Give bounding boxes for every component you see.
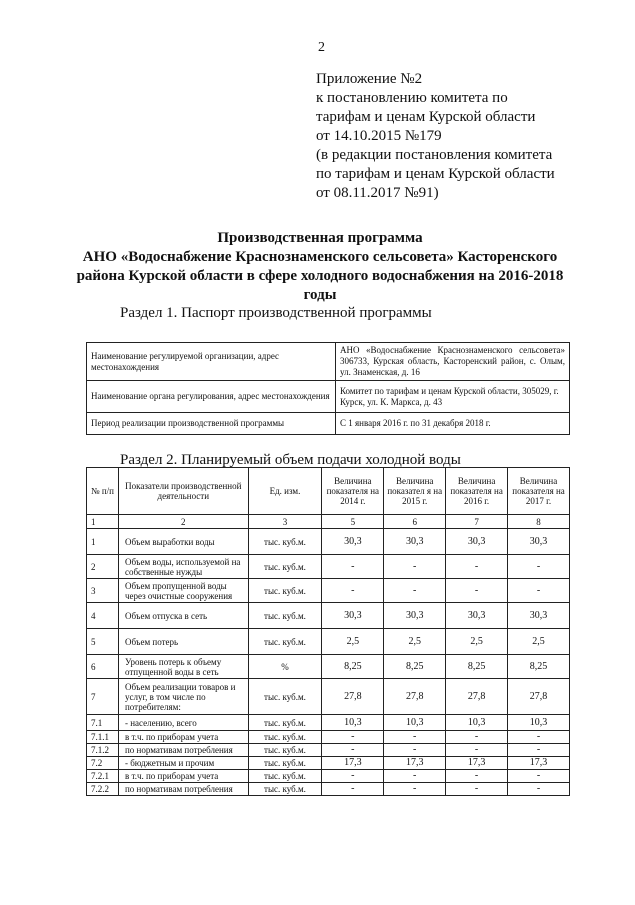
appendix-line: (в редакции постановления комитета [316,147,553,163]
column-number: 7 [446,515,508,529]
column-number-row [87,515,570,529]
page-number: 2 [318,40,325,55]
unit-cell: тыс. куб.м. [248,770,322,783]
passport-label: Период реализации производственной программы [87,413,336,435]
column-number: 6 [384,515,446,529]
passport-label: Наименование регулируемой организации, адрес местонахождения [87,343,336,381]
unit-cell: % [248,655,322,679]
value-cell: - [446,770,508,783]
indicator-name: Объем воды, используемой на собственные нужды [118,555,248,579]
column-header: № п/п [87,468,119,515]
table-row [87,744,570,757]
row-number: 7.2 [87,757,119,770]
row-number: 4 [87,603,119,629]
row-number: 7 [87,679,119,715]
table-row [87,381,570,413]
value-cell: 27,8 [322,679,384,715]
section1-heading: Раздел 1. Паспорт производственной программы [120,305,432,321]
row-number: 7.1 [87,715,119,731]
row-number: 3 [87,579,119,603]
value-cell: 17,3 [384,757,446,770]
value-cell: - [508,731,570,744]
indicator-name: - бюджетным и прочим [118,757,248,770]
value-cell: 2,5 [508,629,570,655]
appendix-line: тарифам и ценам Курской области [316,109,536,125]
value-cell: - [508,579,570,603]
indicator-name: в т.ч. по приборам учета [118,731,248,744]
indicator-name: по нормативам потребления [118,783,248,796]
indicator-name: по нормативам потребления [118,744,248,757]
value-cell: 30,3 [446,529,508,555]
table-row [87,731,570,744]
value-cell: - [446,783,508,796]
section2-heading: Раздел 2. Планируемый объем подачи холодной воды [120,452,461,468]
row-number: 7.1.1 [87,731,119,744]
column-number: 1 [87,515,119,529]
table-row [87,757,570,770]
indicator-name: Объем потерь [118,629,248,655]
column-header: Величина показателя на 2016 г. [446,468,508,515]
appendix-block [316,70,616,203]
column-number: 3 [248,515,322,529]
passport-table [86,342,570,435]
unit-cell: тыс. куб.м. [248,715,322,731]
column-header: Ед. изм. [248,468,322,515]
column-number: 8 [508,515,570,529]
value-cell: - [384,770,446,783]
table-row [87,715,570,731]
table-row [87,603,570,629]
value-cell: - [322,770,384,783]
value-cell: 27,8 [384,679,446,715]
value-cell: 27,8 [508,679,570,715]
indicator-name: Уровень потерь к объему отпущенной воды в сеть [118,655,248,679]
appendix-line: от 08.11.2017 №91) [316,185,439,201]
column-header: Величина показател я на 2015 г. [384,468,446,515]
indicator-name: Объем пропущенной воды через очистные сооружения [118,579,248,603]
value-cell: - [384,783,446,796]
value-cell: 30,3 [508,529,570,555]
value-cell: - [508,783,570,796]
value-cell: 30,3 [322,603,384,629]
appendix-line: по тарифам и ценам Курской области [316,166,555,182]
passport-label: Наименование органа регулирования, адрес местонахождения [87,381,336,413]
value-cell: - [322,744,384,757]
table-row [87,529,570,555]
unit-cell: тыс. куб.м. [248,529,322,555]
value-cell: - [446,555,508,579]
row-number: 5 [87,629,119,655]
table-row [87,413,570,435]
value-cell: - [508,744,570,757]
passport-value: С 1 января 2016 г. по 31 декабря 2018 г. [336,413,570,435]
row-number: 7.2.1 [87,770,119,783]
indicator-name: Объем выработки воды [118,529,248,555]
value-cell: - [322,579,384,603]
value-cell: - [322,783,384,796]
passport-value: Комитет по тарифам и ценам Курской области, 305029, г. Курск, ул. К. Маркса, д. 43 [336,381,570,413]
table-row [87,679,570,715]
column-header: Величина показателя на 2017 г. [508,468,570,515]
value-cell: 17,3 [322,757,384,770]
value-cell: 30,3 [384,603,446,629]
value-cell: - [322,731,384,744]
value-cell: 27,8 [446,679,508,715]
row-number: 7.2.2 [87,783,119,796]
value-cell: 8,25 [384,655,446,679]
table-row [87,770,570,783]
volume-table [86,467,570,796]
value-cell: 17,3 [508,757,570,770]
table-row [87,655,570,679]
title-line-2: АНО «Водоснабжение Краснознаменского сельсовета» Касторенского района Курской области в сфере холодного водоснабжения на 2016-2018 годы [76,249,564,303]
value-cell: - [384,555,446,579]
value-cell: 8,25 [446,655,508,679]
value-cell: - [384,744,446,757]
unit-cell: тыс. куб.м. [248,629,322,655]
unit-cell: тыс. куб.м. [248,757,322,770]
indicator-name: Объем реализации товаров и услуг, в том числе по потребителям: [118,679,248,715]
title-line-1: Производственная программа [217,230,423,246]
unit-cell: тыс. куб.м. [248,603,322,629]
table-row [87,783,570,796]
row-number: 6 [87,655,119,679]
value-cell: - [384,579,446,603]
appendix-line: от 14.10.2015 №179 [316,128,442,144]
value-cell: 30,3 [508,603,570,629]
value-cell: - [384,731,446,744]
unit-cell: тыс. куб.м. [248,555,322,579]
value-cell: 8,25 [508,655,570,679]
value-cell: 10,3 [322,715,384,731]
table-row [87,343,570,381]
column-header: Показатели производственной деятельности [118,468,248,515]
unit-cell: тыс. куб.м. [248,679,322,715]
row-number: 1 [87,529,119,555]
value-cell: 30,3 [322,529,384,555]
value-cell: 17,3 [446,757,508,770]
column-number: 2 [118,515,248,529]
volume-table-body [87,529,570,796]
table-row [87,629,570,655]
indicator-name: Объем отпуска в сеть [118,603,248,629]
table-header-row [87,468,570,515]
appendix-line: Приложение №2 [316,71,423,87]
value-cell: - [508,555,570,579]
column-header: Величина показателя на 2014 г. [322,468,384,515]
appendix-line: к постановлению комитета по [316,90,508,106]
table-row [87,579,570,603]
value-cell: 30,3 [384,529,446,555]
document-title [70,229,570,305]
value-cell: - [446,744,508,757]
unit-cell: тыс. куб.м. [248,744,322,757]
value-cell: 2,5 [446,629,508,655]
value-cell: 8,25 [322,655,384,679]
unit-cell: тыс. куб.м. [248,579,322,603]
value-cell: - [322,555,384,579]
value-cell: 2,5 [322,629,384,655]
value-cell: 10,3 [508,715,570,731]
table-row [87,555,570,579]
value-cell: 30,3 [446,603,508,629]
value-cell: - [508,770,570,783]
indicator-name: в т.ч. по приборам учета [118,770,248,783]
value-cell: 10,3 [446,715,508,731]
value-cell: 2,5 [384,629,446,655]
value-cell: - [446,731,508,744]
unit-cell: тыс. куб.м. [248,731,322,744]
row-number: 2 [87,555,119,579]
indicator-name: - населению, всего [118,715,248,731]
unit-cell: тыс. куб.м. [248,783,322,796]
value-cell: - [446,579,508,603]
value-cell: 10,3 [384,715,446,731]
column-number: 5 [322,515,384,529]
passport-value: АНО «Водоснабжение Краснознаменского сельсовета» 306733, Курская область, Касторенский район, с. Олым, ул. Знаменская, д. 16 [336,343,570,381]
row-number: 7.1.2 [87,744,119,757]
